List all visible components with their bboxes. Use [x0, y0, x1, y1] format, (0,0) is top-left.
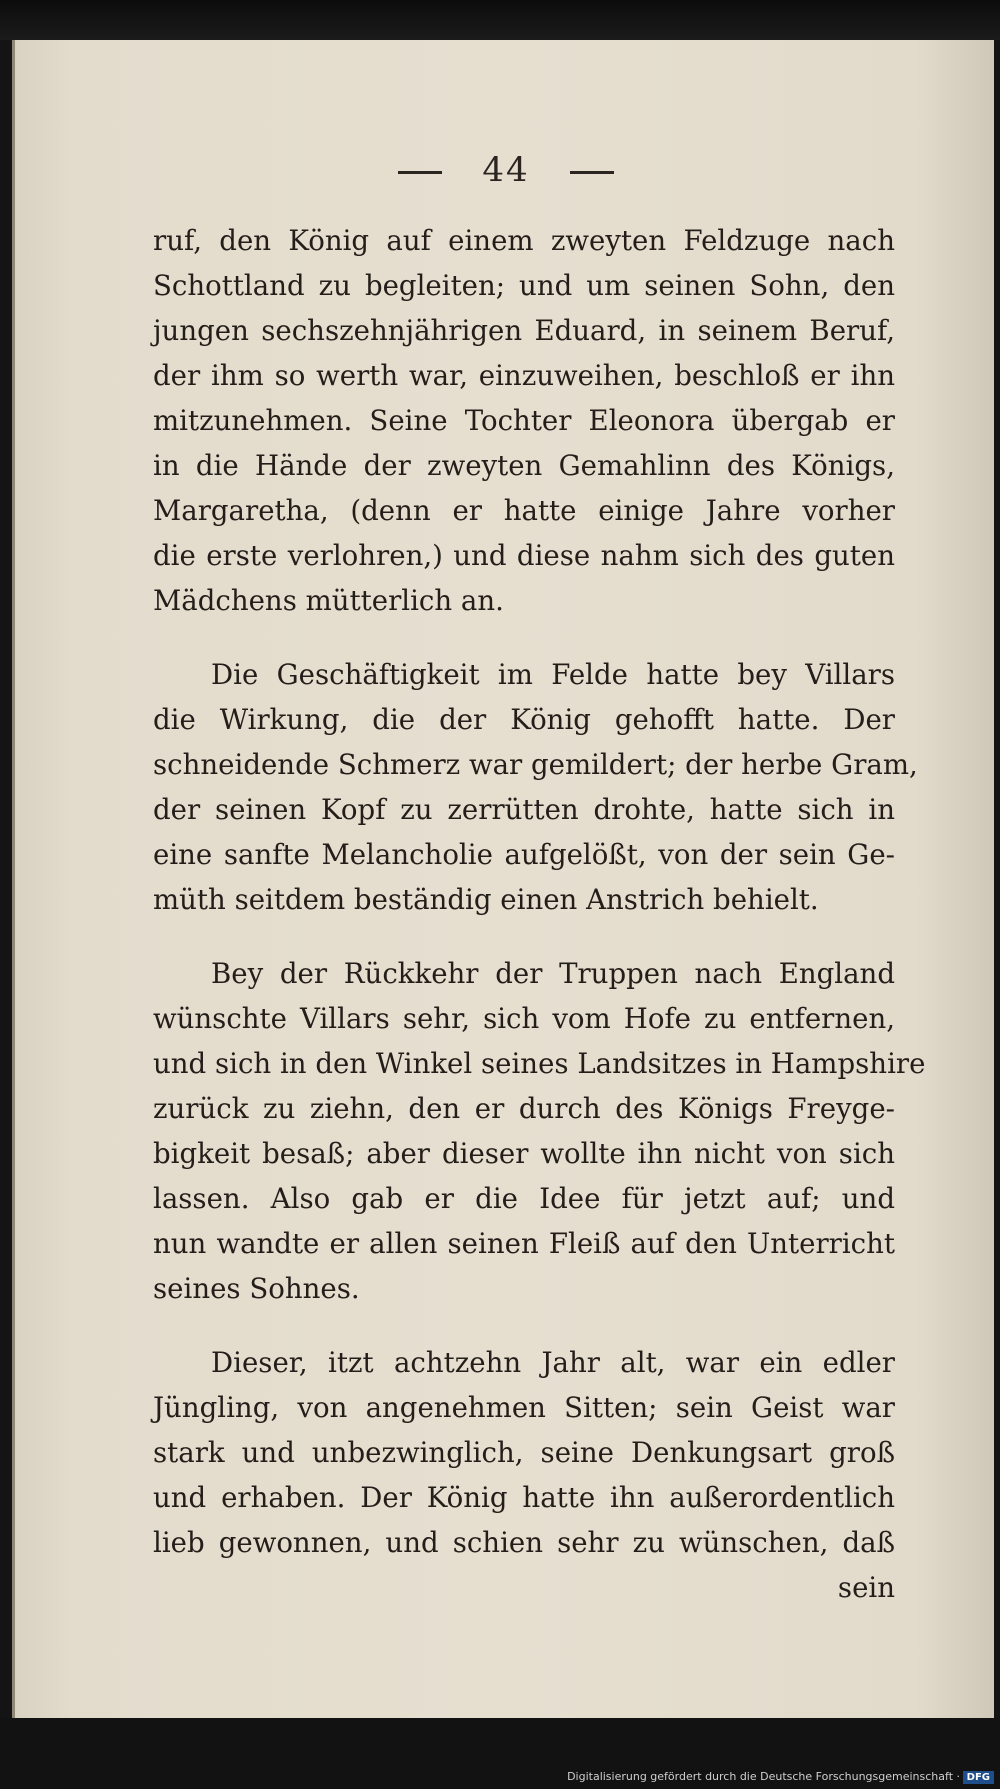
text-line: seines Sohnes.	[153, 1272, 360, 1305]
scan-background-top	[0, 0, 1000, 40]
text-line: lassen. Also gab er die Idee für jetzt auf; und	[153, 1182, 895, 1215]
text-line: Die Geschäftigkeit im Felde hatte bey Villars	[211, 658, 895, 691]
text-line: Schottland zu begleiten; und um seinen Sohn, den	[153, 269, 895, 302]
text-line: Bey der Rückkehr der Truppen nach England	[211, 957, 895, 990]
text-line: ruf, den König auf einem zweyten Feldzuge nach	[153, 224, 895, 257]
text-line: zurück zu ziehn, den er durch des Königs Freyge-	[153, 1092, 895, 1125]
text-line: jungen sechszehnjährigen Eduard, in seinem Beruf,	[153, 314, 895, 347]
paragraph-gap	[153, 623, 895, 652]
text-line: in die Hände der zweyten Gemahlinn des Königs,	[153, 449, 895, 482]
text-line: Margaretha, (denn er hatte einige Jahre vorher	[153, 494, 895, 527]
text-line: wünschte Villars sehr, sich vom Hofe zu entfernen,	[153, 1002, 895, 1035]
text-line: mitzunehmen. Seine Tochter Eleonora übergab er	[153, 404, 895, 437]
page-number-header	[15, 150, 997, 190]
text-line: Mädchens mütterlich an.	[153, 584, 504, 617]
text-line: die Wirkung, die der König gehofft hatte. Der	[153, 703, 895, 736]
dfg-logo: DFG	[963, 1771, 994, 1784]
text-line: lieb gewonnen, und schien sehr zu wünschen, daß	[153, 1526, 895, 1559]
left-dash	[398, 171, 442, 174]
text-line: und erhaben. Der König hatte ihn außerordentlich	[153, 1481, 895, 1514]
text-line: und sich in den Winkel seines Landsitzes in Hampshire	[153, 1047, 926, 1080]
paragraph-gap	[153, 1311, 895, 1340]
catchword: sein	[837, 1571, 895, 1604]
scan-footer	[0, 1718, 1000, 1789]
digitization-credit: Digitalisierung gefördert durch die Deutsche Forschungsgemeinschaft ·	[567, 1770, 960, 1783]
text-line: Jüngling, von angenehmen Sitten; sein Geist war	[153, 1391, 895, 1424]
text-line: stark und unbezwinglich, seine Denkungsart groß	[153, 1436, 895, 1469]
text-line: der seinen Kopf zu zerrütten drohte, hatte sich in	[153, 793, 895, 826]
body-text	[153, 218, 926, 1610]
text-line: müth seitdem beständig einen Anstrich behielt.	[153, 883, 819, 916]
text-line: der ihm so werth war, einzuweihen, beschloß er ihn	[153, 359, 895, 392]
text-line: schneidende Schmerz war gemildert; der herbe Gram,	[153, 748, 918, 781]
text-line: bigkeit besaß; aber dieser wollte ihn nicht von sich	[153, 1137, 895, 1170]
text-line: eine sanfte Melancholie aufgelößt, von der sein Ge-	[153, 838, 895, 871]
right-dash	[570, 171, 614, 174]
book-page	[12, 40, 994, 1718]
text-line: die erste verlohren,) und diese nahm sich des guten	[153, 539, 895, 572]
text-line: Dieser, itzt achtzehn Jahr alt, war ein edler	[211, 1346, 895, 1379]
text-line: nun wandte er allen seinen Fleiß auf den Unterricht	[153, 1227, 895, 1260]
paragraph-gap	[153, 922, 895, 951]
page-number: 44	[482, 150, 530, 190]
